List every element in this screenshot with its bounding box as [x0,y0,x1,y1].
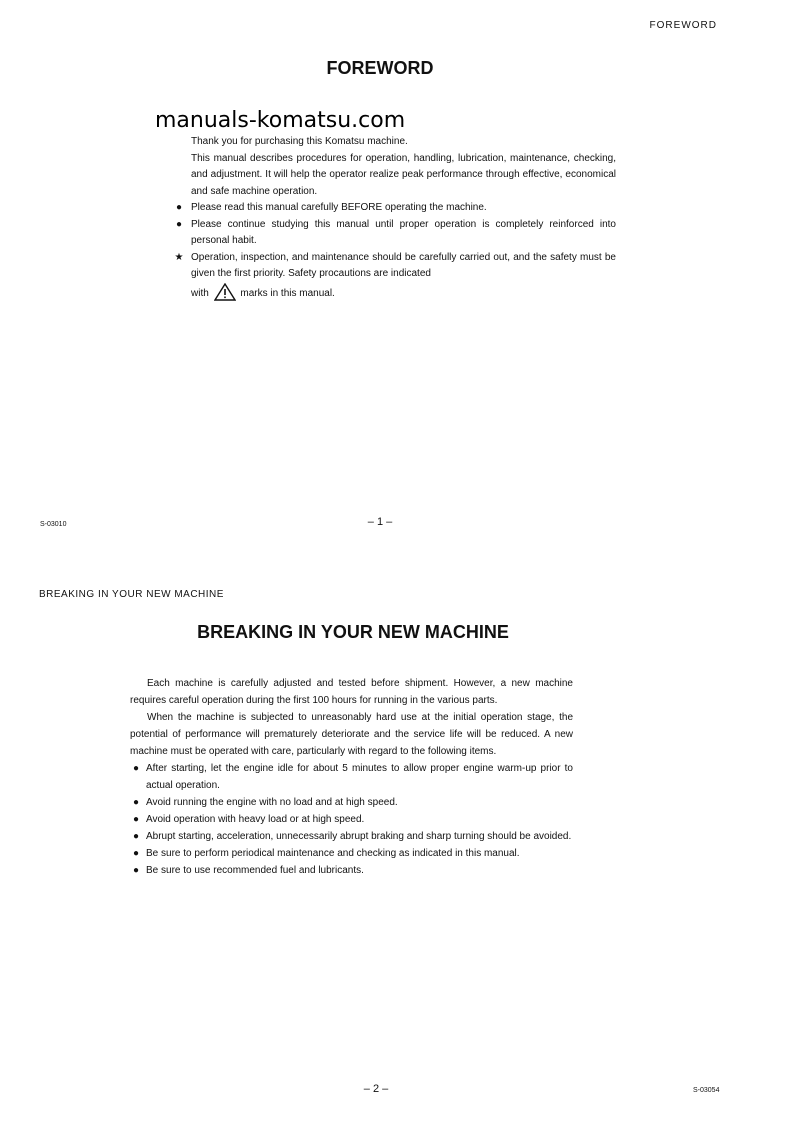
running-header-breaking-in: BREAKING IN YOUR NEW MACHINE [39,589,224,600]
foreword-bullet [175,200,616,217]
breaking-in-bullet-text: Be sure to use recommended fuel and lubricants. [146,865,364,876]
breaking-in-bullet-text: Avoid running the engine with no load and at high speed. [146,797,398,808]
page-title-foreword: FOREWORD [326,58,434,78]
foreword-bullet-text: Operation, inspection, and maintenance should be carefully carried out, and the safety must be given the first priority. Safety procautions are indicated [191,251,616,279]
breaking-in-bullet-text: Abrupt starting, acceleration, unnecessarily abrupt braking and sharp turning should be avoided. [146,831,572,842]
page-number: – 1 – [367,516,393,528]
bullet-icon: ● [132,865,140,876]
bullet-icon: ● [175,218,183,230]
foreword-bullet [175,217,616,250]
doc-code: S-03010 [40,521,67,528]
breaking-in-bullet-text: Avoid operation with heavy load or at high speed. [146,814,365,825]
running-header-foreword: FOREWORD [649,20,717,31]
breaking-in-bullet [130,862,573,879]
breaking-in-bullet [130,760,573,794]
foreword-bullet-text: Please read this manual carefully BEFORE operating the machine. [191,202,487,213]
warning-line-before: with [191,287,209,299]
breaking-in-bullet [130,845,573,862]
bullet-icon: ● [132,763,140,774]
bullet-icon: ● [132,848,140,859]
breaking-in-bullet [130,811,573,828]
breaking-in-bullet [130,794,573,811]
warning-line-after: marks in this manual. [240,287,335,299]
page-title-breaking-in: BREAKING IN YOUR NEW MACHINE [197,622,509,642]
breaking-in-paragraph-0: Each machine is carefully adjusted and tested before shipment. However, a new machine requires careful operation during the first 100 hours for running in the various parts. [130,678,573,706]
doc-code: S-03054 [693,1087,720,1094]
page-number: – 2 – [363,1083,389,1095]
breaking-in-paragraph-1: When the machine is subjected to unreasonably hard use at the initial operation stage, the potential of performance will prematurely deteriorate and the service life will be reduced. A new machine must be operated with care, particularly with regard to the following items. [130,712,573,757]
foreword-body [174,134,616,307]
star-icon: ★ [174,251,184,263]
breaking-in-bullet-text: Be sure to perform periodical maintenance and checking as indicated in this manual. [146,848,520,859]
breaking-in-body [130,675,573,879]
bullet-icon: ● [132,814,140,825]
bullet-icon: ● [175,202,183,213]
foreword-bullet-text: Please continue studying this manual until proper operation is completely reinforced into personal habit. [191,218,616,246]
bullet-icon: ● [132,797,140,808]
breaking-in-bullet [130,828,573,845]
foreword-intro-0: Thank you for purchasing this Komatsu machine. [191,136,408,147]
breaking-in-bullet-text: After starting, let the engine idle for about 5 minutes to allow proper engine warm-up prior to actual operation. [146,763,573,791]
warning-triangle-icon [214,283,236,308]
foreword-intro-1: This manual describes procedures for operation, handling, lubrication, maintenance, checking, and adjustment. It will help the operator realize peak performance through effective, economical and safe machine operation. [191,152,616,197]
watermark-text: manuals-komatsu.com [155,108,406,133]
foreword-bullet [174,250,616,308]
bullet-icon: ● [132,831,140,842]
